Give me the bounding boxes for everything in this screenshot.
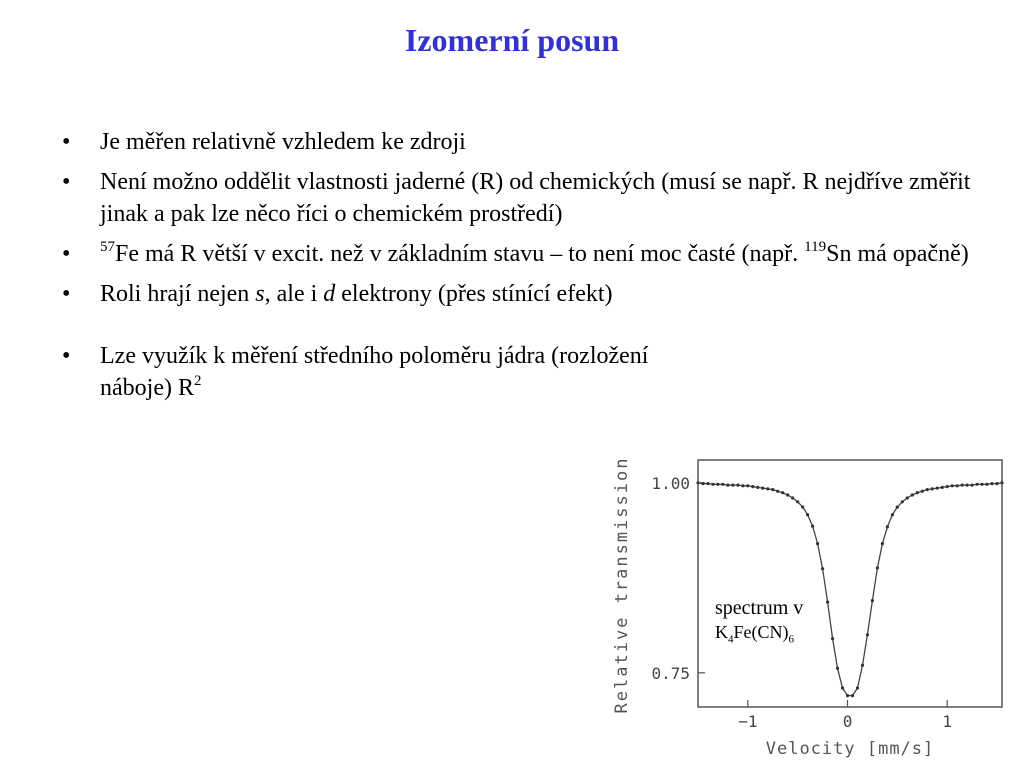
data-point	[786, 493, 789, 496]
data-point	[976, 483, 979, 486]
plot-frame	[698, 460, 1002, 707]
bullet-text: elektrony (přes stínící efekt)	[335, 281, 613, 307]
data-point	[741, 484, 744, 487]
data-point	[866, 633, 869, 636]
bullet-text: Je měřen relativně vzhledem ke zdroji	[100, 129, 466, 155]
data-point	[971, 484, 974, 487]
slide-title: Izomerní posun	[404, 22, 620, 58]
bullet-list	[56, 126, 976, 412]
data-point	[706, 482, 709, 485]
data-point	[966, 484, 969, 487]
data-point	[961, 484, 964, 487]
data-point	[716, 483, 719, 486]
x-tick-label: 1	[942, 712, 953, 731]
data-point	[896, 506, 899, 509]
data-point	[856, 686, 859, 689]
data-point	[871, 599, 874, 602]
data-point	[771, 488, 774, 491]
data-point	[816, 542, 819, 545]
data-point	[791, 496, 794, 499]
data-point	[801, 506, 804, 509]
data-point	[891, 513, 894, 516]
y-tick-label: 0.75	[651, 663, 690, 683]
bullet-text: Sn má opačně)	[826, 241, 969, 267]
formula-subscript: 6	[788, 633, 794, 646]
bullet-item	[56, 126, 976, 158]
data-point	[861, 664, 864, 667]
data-point	[736, 484, 739, 487]
orbital-d: d	[323, 281, 336, 307]
data-point	[811, 525, 814, 528]
data-point	[1000, 481, 1003, 484]
data-point	[886, 525, 889, 528]
data-point	[946, 485, 949, 488]
data-point	[711, 483, 714, 486]
data-point	[726, 484, 729, 487]
formula-part: Fe(CN)	[733, 622, 789, 642]
bullet-item	[56, 166, 976, 230]
data-points	[696, 481, 1003, 697]
data-point	[776, 490, 779, 493]
data-point	[985, 483, 988, 486]
data-point	[936, 487, 939, 490]
data-point	[981, 483, 984, 486]
data-point	[990, 482, 993, 485]
data-point	[881, 542, 884, 545]
bullet-text: Fe má R větší v excit. než v základním stavu – to není moc časté (např.	[115, 241, 805, 267]
x-tick-label: −1	[738, 712, 758, 731]
data-point	[921, 490, 924, 493]
data-point	[751, 485, 754, 488]
orbital-s: s	[255, 281, 265, 307]
spectrum-annotation	[715, 596, 803, 644]
y-axis-label: Relative transmission	[612, 456, 632, 714]
bullet-item	[56, 238, 976, 270]
data-point	[766, 487, 769, 490]
data-point	[836, 667, 839, 670]
x-axis-label: Velocity [mm/s]	[765, 739, 935, 759]
data-point	[956, 484, 959, 487]
data-point	[931, 487, 934, 490]
data-point	[781, 491, 784, 494]
data-point	[831, 637, 834, 640]
bullet-text: Roli hrají nejen	[100, 281, 256, 307]
data-point	[821, 567, 824, 570]
mossbauer-spectrum-chart	[600, 452, 1020, 764]
data-point	[701, 482, 704, 485]
x-tick-label: 0	[842, 712, 853, 731]
exponent: 2	[193, 373, 202, 389]
data-point	[926, 488, 929, 491]
data-point	[696, 481, 699, 484]
formula-part: K	[715, 622, 728, 642]
isotope-mass: 57	[100, 239, 115, 255]
data-point	[756, 486, 759, 489]
data-point	[721, 483, 724, 486]
formula-subscript: 4	[728, 633, 734, 646]
data-point	[951, 484, 954, 487]
data-point	[941, 486, 944, 489]
data-point	[851, 694, 854, 697]
bullet-text: Není možno oddělit vlastnosti jaderné (R) od chemických (musí se např. R nejdříve změřit jinak a pak lze něco říci o chemickém prostředí)	[100, 169, 971, 227]
isotope-mass: 119	[804, 239, 827, 255]
bullet-item	[56, 340, 660, 404]
data-point	[841, 686, 844, 689]
data-point	[826, 601, 829, 604]
data-point	[846, 694, 849, 697]
data-point	[806, 513, 809, 516]
annotation-line: spectrum v	[715, 597, 804, 619]
data-point	[876, 566, 879, 569]
bullet-text: , ale i	[264, 281, 324, 307]
y-tick-label: 1.00	[651, 473, 690, 493]
compound-formula	[715, 620, 803, 644]
data-point	[761, 487, 764, 490]
data-point	[796, 500, 799, 503]
data-point	[901, 500, 904, 503]
data-point	[906, 496, 909, 499]
data-point	[746, 484, 749, 487]
bullet-text: Lze využík k měření středního poloměru jádra (rozložení náboje) R	[100, 343, 649, 401]
data-point	[916, 491, 919, 494]
data-point	[911, 493, 914, 496]
bullet-item	[56, 278, 976, 310]
spectrum-curve	[698, 483, 1002, 696]
data-point	[995, 482, 998, 485]
data-point	[731, 484, 734, 487]
